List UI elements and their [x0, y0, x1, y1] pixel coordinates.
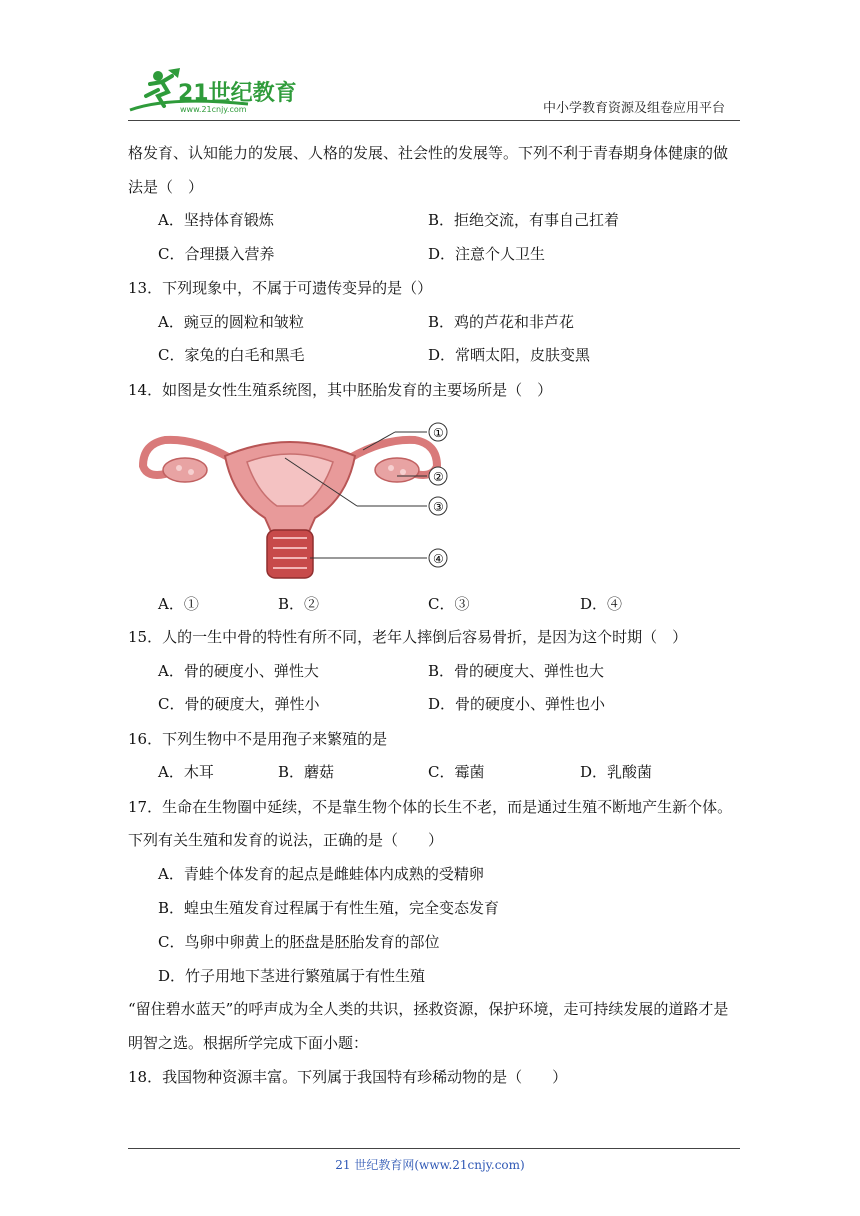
- q15-option-b[interactable]: B．骨的硬度大、弹性也大: [428, 662, 605, 680]
- diagram-label-2: ②: [433, 470, 444, 484]
- site-logo: [128, 66, 298, 116]
- q16-option-b[interactable]: B．蘑菇: [278, 763, 335, 781]
- q13-text: 13．下列现象中，不属于可遗传变异的是（）: [128, 279, 433, 297]
- q12-option-d[interactable]: D．注意个人卫生: [428, 245, 546, 263]
- header-divider: [128, 120, 740, 121]
- q12-option-c[interactable]: C．合理摄入营养: [158, 245, 275, 263]
- q12-option-a[interactable]: A．坚持体育锻炼: [158, 211, 274, 229]
- q17-text-line1: 17．生命在生物圈中延续，不是靠生物个体的长生不老，而是通过生殖不断地产生新个体。: [128, 798, 733, 816]
- q12-option-b[interactable]: B．拒绝交流，有事自己扛着: [428, 211, 620, 229]
- q15-option-a[interactable]: A．骨的硬度小、弹性大: [158, 662, 319, 680]
- q17-option-b[interactable]: B．蝗虫生殖发育过程属于有性生殖，完全变态发育: [158, 899, 500, 917]
- q17-text-line2: 下列有关生殖和发育的说法，正确的是（ ）: [128, 831, 444, 849]
- passage-line2: 明智之选。根据所学完成下面小题：: [128, 1034, 369, 1052]
- diagram-label-3: ③: [433, 500, 444, 514]
- q14-option-c[interactable]: C．③: [428, 595, 470, 613]
- q17-option-c[interactable]: C．鸟卵中卵黄上的胚盘是胚胎发育的部位: [158, 933, 440, 951]
- q12-text-line2: 法是（ ）: [128, 178, 204, 196]
- q13-option-b[interactable]: B．鸡的芦花和非芦花: [428, 313, 575, 331]
- diagram-label-1: ①: [433, 426, 444, 440]
- q16-option-d[interactable]: D．乳酸菌: [580, 763, 653, 781]
- q15-option-d[interactable]: D．骨的硬度小、弹性也小: [428, 695, 606, 713]
- q16-text: 16．下列生物中不是用孢子来繁殖的是: [128, 730, 388, 748]
- q14-option-a[interactable]: A．①: [158, 595, 199, 613]
- q17-option-a[interactable]: A．青蛙个体发育的起点是雌蛙体内成熟的受精卵: [158, 865, 484, 883]
- q17-option-d[interactable]: D．竹子用地下茎进行繁殖属于有性生殖: [158, 967, 426, 985]
- diagram-label-4: ④: [433, 552, 444, 566]
- q12-text-line1: 格发育、认知能力的发展、人格的发展、社会性的发展等。下列不利于青春期身体健康的做: [128, 144, 729, 162]
- female-reproductive-system-diagram: [135, 418, 455, 583]
- q13-option-c[interactable]: C．家兔的白毛和黑毛: [158, 346, 305, 364]
- q18-text: 18．我国物种资源丰富。下列属于我国特有珍稀动物的是（ ）: [128, 1068, 568, 1086]
- svg-text:21世纪教育: 21世纪教育: [178, 81, 297, 106]
- footer-divider: [128, 1148, 740, 1149]
- q16-option-a[interactable]: A．木耳: [158, 763, 214, 781]
- footer-link[interactable]: 21 世纪教育网(www.21cnjy.com): [335, 1158, 525, 1172]
- q14-text: 14．如图是女性生殖系统图，其中胚胎发育的主要场所是（ ）: [128, 381, 553, 399]
- q14-option-b[interactable]: B．②: [278, 595, 320, 613]
- platform-name: 中小学教育资源及组卷应用平台: [542, 101, 725, 116]
- q16-option-c[interactable]: C．霉菌: [428, 763, 485, 781]
- q15-option-c[interactable]: C．骨的硬度大，弹性小: [158, 695, 320, 713]
- q15-text: 15．人的一生中骨的特性有所不同，老年人摔倒后容易骨折，是因为这个时期（ ）: [128, 628, 688, 646]
- q14-option-d[interactable]: D．④: [580, 595, 623, 613]
- passage-line1: “留住碧水蓝天”的呼声成为全人类的共识，拯救资源，保护环境，走可持续发展的道路才是: [128, 1000, 729, 1018]
- q13-option-a[interactable]: A．豌豆的圆粒和皱粒: [158, 313, 304, 331]
- q13-option-d[interactable]: D．常晒太阳，皮肤变黑: [428, 346, 591, 364]
- svg-text:www.21cnjy.com: www.21cnjy.com: [180, 105, 247, 114]
